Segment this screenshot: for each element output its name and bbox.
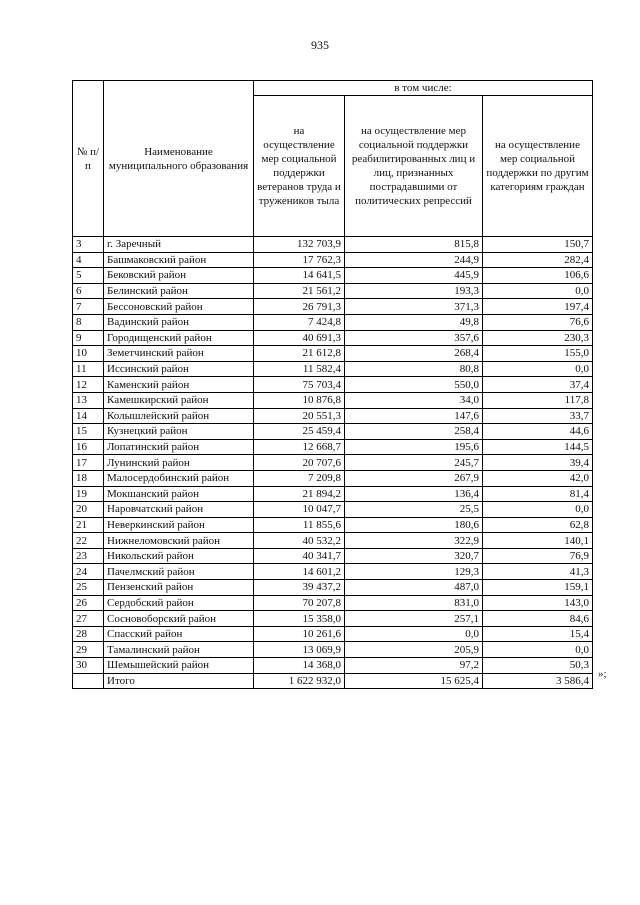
row-rehabilitated: 97,2 xyxy=(345,658,483,674)
row-municipality: Мокшанский район xyxy=(104,486,254,502)
row-municipality: Пачелмский район xyxy=(104,564,254,580)
row-veterans: 21 561,2 xyxy=(254,283,345,299)
row-number: 14 xyxy=(73,408,104,424)
row-other: 50,3 xyxy=(483,658,593,674)
row-municipality: Пензенский район xyxy=(104,580,254,596)
row-number: 15 xyxy=(73,424,104,440)
row-number: 16 xyxy=(73,439,104,455)
total-number xyxy=(73,673,104,688)
table-row xyxy=(73,314,593,330)
row-veterans: 40 691,3 xyxy=(254,330,345,346)
row-other: 143,0 xyxy=(483,595,593,611)
table-row xyxy=(73,626,593,642)
row-other: 76,9 xyxy=(483,548,593,564)
row-veterans: 7 209,8 xyxy=(254,470,345,486)
table-row xyxy=(73,580,593,596)
row-municipality: Нижнеломовский район xyxy=(104,533,254,549)
table-row xyxy=(73,377,593,393)
budget-table xyxy=(72,80,593,689)
table-row xyxy=(73,361,593,377)
row-rehabilitated: 245,7 xyxy=(345,455,483,471)
header-including: в том числе: xyxy=(254,81,593,96)
row-other: 62,8 xyxy=(483,517,593,533)
total-row xyxy=(73,673,593,688)
row-number: 8 xyxy=(73,314,104,330)
row-other: 117,8 xyxy=(483,392,593,408)
row-rehabilitated: 268,4 xyxy=(345,346,483,362)
row-veterans: 20 707,6 xyxy=(254,455,345,471)
row-municipality: Бековский район xyxy=(104,268,254,284)
table-row xyxy=(73,408,593,424)
row-rehabilitated: 267,9 xyxy=(345,470,483,486)
row-veterans: 10 876,8 xyxy=(254,392,345,408)
row-number: 24 xyxy=(73,564,104,580)
row-municipality: Иссинский район xyxy=(104,361,254,377)
table-row xyxy=(73,564,593,580)
row-veterans: 13 069,9 xyxy=(254,642,345,658)
row-municipality: Городищенский район xyxy=(104,330,254,346)
row-other: 197,4 xyxy=(483,299,593,315)
row-rehabilitated: 445,9 xyxy=(345,268,483,284)
header-other-categories: на осуществление мер социальной поддержки по другим категориям граждан xyxy=(483,96,593,237)
row-municipality: Неверкинский район xyxy=(104,517,254,533)
row-rehabilitated: 487,0 xyxy=(345,580,483,596)
row-veterans: 15 358,0 xyxy=(254,611,345,627)
row-other: 106,6 xyxy=(483,268,593,284)
row-municipality: Тамалинский район xyxy=(104,642,254,658)
row-other: 282,4 xyxy=(483,252,593,268)
total-label: Итого xyxy=(104,673,254,688)
row-municipality: Колышлейский район xyxy=(104,408,254,424)
row-veterans: 14 641,5 xyxy=(254,268,345,284)
row-municipality: Шемышейский район xyxy=(104,658,254,674)
table-row xyxy=(73,283,593,299)
row-veterans: 11 582,4 xyxy=(254,361,345,377)
row-veterans: 21 894,2 xyxy=(254,486,345,502)
table-row xyxy=(73,486,593,502)
row-other: 44,6 xyxy=(483,424,593,440)
row-number: 18 xyxy=(73,470,104,486)
table-row xyxy=(73,470,593,486)
row-other: 144,5 xyxy=(483,439,593,455)
header-number: № п/п xyxy=(73,81,104,237)
table-row xyxy=(73,268,593,284)
row-number: 10 xyxy=(73,346,104,362)
row-rehabilitated: 195,6 xyxy=(345,439,483,455)
row-veterans: 7 424,8 xyxy=(254,314,345,330)
table-row xyxy=(73,611,593,627)
row-veterans: 40 532,2 xyxy=(254,533,345,549)
row-veterans: 75 703,4 xyxy=(254,377,345,393)
table-row xyxy=(73,595,593,611)
table-row xyxy=(73,252,593,268)
row-rehabilitated: 550,0 xyxy=(345,377,483,393)
row-other: 140,1 xyxy=(483,533,593,549)
row-number: 9 xyxy=(73,330,104,346)
row-rehabilitated: 180,6 xyxy=(345,517,483,533)
row-rehabilitated: 136,4 xyxy=(345,486,483,502)
row-veterans: 12 668,7 xyxy=(254,439,345,455)
row-other: 150,7 xyxy=(483,237,593,253)
row-municipality: Сосновоборский район xyxy=(104,611,254,627)
row-rehabilitated: 0,0 xyxy=(345,626,483,642)
row-number: 3 xyxy=(73,237,104,253)
header-rehabilitated: на осуществление мер социальной поддержки реабилитированных лиц и лиц, признанных пострадавшими от политических репрессий xyxy=(345,96,483,237)
row-number: 29 xyxy=(73,642,104,658)
row-veterans: 17 762,3 xyxy=(254,252,345,268)
row-number: 17 xyxy=(73,455,104,471)
row-rehabilitated: 244,9 xyxy=(345,252,483,268)
table-row xyxy=(73,439,593,455)
table-row xyxy=(73,658,593,674)
row-rehabilitated: 205,9 xyxy=(345,642,483,658)
row-other: 37,4 xyxy=(483,377,593,393)
row-municipality: Лопатинский район xyxy=(104,439,254,455)
total-other: 3 586,4 xyxy=(483,673,593,688)
row-rehabilitated: 320,7 xyxy=(345,548,483,564)
row-rehabilitated: 129,3 xyxy=(345,564,483,580)
row-number: 12 xyxy=(73,377,104,393)
table-row xyxy=(73,502,593,518)
table-row xyxy=(73,517,593,533)
row-rehabilitated: 831,0 xyxy=(345,595,483,611)
row-number: 30 xyxy=(73,658,104,674)
row-other: 159,1 xyxy=(483,580,593,596)
row-other: 39,4 xyxy=(483,455,593,471)
row-number: 26 xyxy=(73,595,104,611)
row-municipality: Никольский район xyxy=(104,548,254,564)
row-veterans: 11 855,6 xyxy=(254,517,345,533)
row-municipality: Белинский район xyxy=(104,283,254,299)
table-row xyxy=(73,299,593,315)
row-rehabilitated: 357,6 xyxy=(345,330,483,346)
row-rehabilitated: 80,8 xyxy=(345,361,483,377)
table-row xyxy=(73,533,593,549)
table-row xyxy=(73,455,593,471)
row-number: 4 xyxy=(73,252,104,268)
row-veterans: 14 368,0 xyxy=(254,658,345,674)
row-municipality: Вадинский район xyxy=(104,314,254,330)
row-number: 28 xyxy=(73,626,104,642)
row-municipality: Спасский район xyxy=(104,626,254,642)
row-rehabilitated: 257,1 xyxy=(345,611,483,627)
row-rehabilitated: 371,3 xyxy=(345,299,483,315)
row-rehabilitated: 193,3 xyxy=(345,283,483,299)
row-other: 84,6 xyxy=(483,611,593,627)
row-veterans: 70 207,8 xyxy=(254,595,345,611)
row-rehabilitated: 815,8 xyxy=(345,237,483,253)
header-municipality: Наименование муниципального образования xyxy=(104,81,254,237)
row-municipality: Лунинский район xyxy=(104,455,254,471)
row-number: 20 xyxy=(73,502,104,518)
row-rehabilitated: 322,9 xyxy=(345,533,483,549)
row-other: 0,0 xyxy=(483,361,593,377)
row-veterans: 26 791,3 xyxy=(254,299,345,315)
row-municipality: Башмаковский район xyxy=(104,252,254,268)
header-veterans: на осуществление мер социальной поддержки ветеранов труда и тружеников тыла xyxy=(254,96,345,237)
row-veterans: 21 612,8 xyxy=(254,346,345,362)
table-row xyxy=(73,424,593,440)
table-row xyxy=(73,237,593,253)
row-number: 6 xyxy=(73,283,104,299)
row-number: 13 xyxy=(73,392,104,408)
row-other: 81,4 xyxy=(483,486,593,502)
row-other: 0,0 xyxy=(483,502,593,518)
page-number: 935 xyxy=(311,38,329,52)
row-rehabilitated: 258,4 xyxy=(345,424,483,440)
row-number: 5 xyxy=(73,268,104,284)
table-row xyxy=(73,392,593,408)
row-veterans: 132 703,9 xyxy=(254,237,345,253)
row-rehabilitated: 34,0 xyxy=(345,392,483,408)
row-municipality: г. Заречный xyxy=(104,237,254,253)
row-other: 41,3 xyxy=(483,564,593,580)
total-veterans: 1 622 932,0 xyxy=(254,673,345,688)
row-veterans: 10 047,7 xyxy=(254,502,345,518)
row-rehabilitated: 147,6 xyxy=(345,408,483,424)
row-number: 27 xyxy=(73,611,104,627)
table-row xyxy=(73,330,593,346)
row-municipality: Сердобский район xyxy=(104,595,254,611)
row-municipality: Каменский район xyxy=(104,377,254,393)
row-veterans: 40 341,7 xyxy=(254,548,345,564)
row-municipality: Бессоновский район xyxy=(104,299,254,315)
row-veterans: 25 459,4 xyxy=(254,424,345,440)
row-veterans: 20 551,3 xyxy=(254,408,345,424)
row-other: 33,7 xyxy=(483,408,593,424)
row-number: 11 xyxy=(73,361,104,377)
row-other: 230,3 xyxy=(483,330,593,346)
row-municipality: Наровчатский район xyxy=(104,502,254,518)
row-rehabilitated: 49,8 xyxy=(345,314,483,330)
row-number: 25 xyxy=(73,580,104,596)
row-other: 42,0 xyxy=(483,470,593,486)
row-veterans: 39 437,2 xyxy=(254,580,345,596)
total-rehabilitated: 15 625,4 xyxy=(345,673,483,688)
table-row xyxy=(73,548,593,564)
row-number: 7 xyxy=(73,299,104,315)
row-number: 22 xyxy=(73,533,104,549)
row-municipality: Малосердобинский район xyxy=(104,470,254,486)
table-row xyxy=(73,346,593,362)
row-number: 19 xyxy=(73,486,104,502)
row-other: 15,4 xyxy=(483,626,593,642)
row-veterans: 14 601,2 xyxy=(254,564,345,580)
row-other: 76,6 xyxy=(483,314,593,330)
row-other: 155,0 xyxy=(483,346,593,362)
row-municipality: Камешкирский район xyxy=(104,392,254,408)
closing-quote: »; xyxy=(598,668,607,680)
table-row xyxy=(73,642,593,658)
row-other: 0,0 xyxy=(483,642,593,658)
row-municipality: Кузнецкий район xyxy=(104,424,254,440)
row-number: 21 xyxy=(73,517,104,533)
row-rehabilitated: 25,5 xyxy=(345,502,483,518)
row-other: 0,0 xyxy=(483,283,593,299)
row-number: 23 xyxy=(73,548,104,564)
row-municipality: Земетчинский район xyxy=(104,346,254,362)
row-veterans: 10 261,6 xyxy=(254,626,345,642)
